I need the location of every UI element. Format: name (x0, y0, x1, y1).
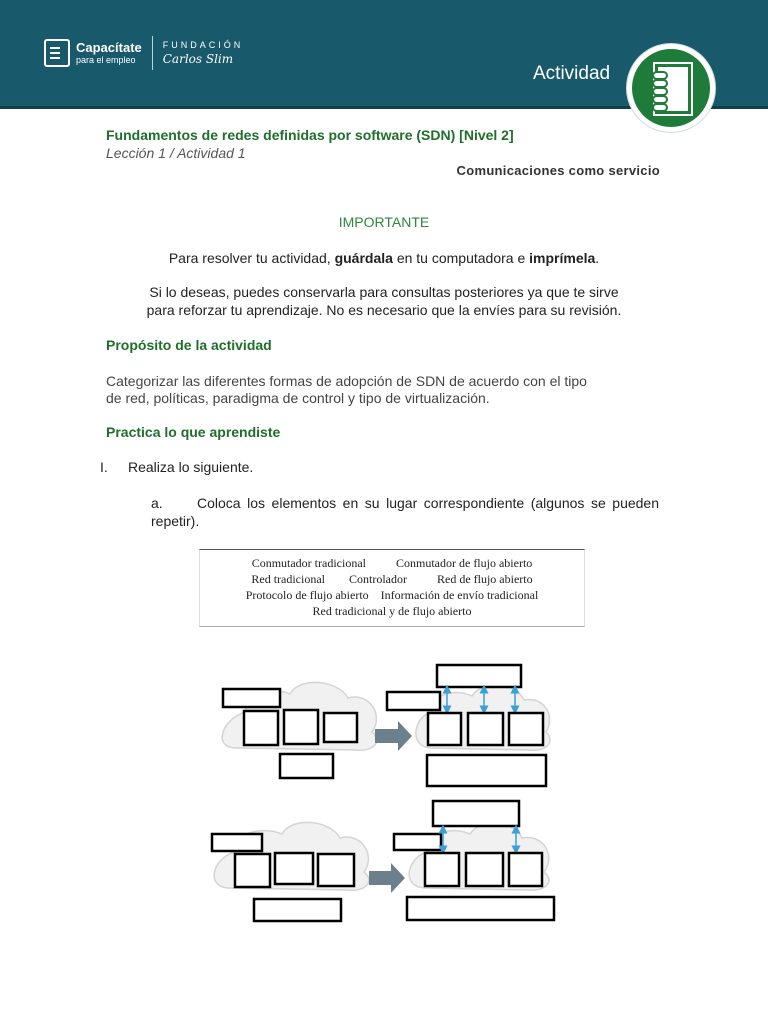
instruction-end: . (595, 250, 600, 266)
answer-blank[interactable] (433, 801, 519, 826)
answer-blank[interactable] (387, 692, 440, 710)
answer-blank[interactable] (212, 834, 262, 851)
answer-blank[interactable] (509, 853, 542, 886)
word-bank-line: Red tradicional Controlador Red de flujo abierto (251, 572, 533, 586)
answer-blank[interactable] (437, 665, 521, 687)
item-number: I. (100, 459, 108, 475)
answer-blank[interactable] (275, 853, 313, 884)
subject-label: Comunicaciones como servicio (456, 163, 660, 178)
subitem-text: Coloca los elementos en su lugar correspondiente (algunos se pueden repetir). (151, 495, 659, 529)
purpose-line-2: de red, políticas, paradigma de control y tipo de virtualización. (106, 390, 490, 406)
practice-heading: Practica lo que aprendiste (106, 424, 281, 440)
subitem-letter: a. (151, 495, 163, 511)
note-line-2: para reforzar tu aprendizaje. No es necesario que la envíes para su revisión. (146, 302, 622, 318)
logo-subtitle: para el empleo (76, 55, 136, 65)
answer-blank[interactable] (280, 754, 333, 778)
answer-blank[interactable] (284, 710, 318, 744)
note-line-1: Si lo deseas, puedes conservarla para consultas posteriores ya que te sirve (149, 284, 619, 300)
important-heading: IMPORTANTE (338, 214, 430, 230)
instruction-print: imprímela (529, 250, 596, 266)
purpose-line-1: Categorizar las diferentes formas de adopción de SDN de acuerdo con el tipo (106, 373, 587, 389)
answer-blank[interactable] (425, 853, 459, 886)
word-bank-line: Red tradicional y de flujo abierto (312, 604, 472, 618)
answer-blank[interactable] (468, 713, 503, 745)
foundation-label: FUNDACIÓN (162, 40, 244, 50)
course-title: Fundamentos de redes definidas por software (SDN) [Nivel 2] (106, 127, 514, 143)
answer-blank[interactable] (223, 689, 280, 707)
lesson-label: Lección 1 / Actividad 1 (106, 145, 246, 161)
answer-blank[interactable] (466, 853, 503, 886)
arrow-right-icon (375, 721, 412, 751)
instruction-mid: en tu computadora e (392, 250, 530, 266)
instruction-save: guárdala (334, 250, 393, 266)
word-bank-line: Protocolo de flujo abierto Información de envío tradicional (245, 588, 539, 602)
item-text: Realiza lo siguiente. (128, 459, 254, 475)
answer-blank[interactable] (407, 897, 554, 920)
answer-blank[interactable] (509, 713, 543, 745)
word-bank-line: Conmutador tradicional Conmutador de flujo abierto (251, 556, 533, 570)
instruction-pre: Para resolver tu actividad, (168, 250, 335, 266)
answer-blank[interactable] (318, 854, 354, 886)
purpose-heading: Propósito de la actividad (106, 337, 272, 353)
answer-blank[interactable] (254, 899, 341, 921)
logo-title: Capacítate (76, 40, 142, 55)
foundation-signature: Carlos Slim (162, 52, 234, 66)
answer-blank[interactable] (427, 755, 546, 786)
header-title: Actividad (533, 63, 611, 84)
answer-blank[interactable] (428, 713, 461, 745)
answer-blank[interactable] (235, 854, 270, 887)
answer-blank[interactable] (394, 834, 441, 850)
arrow-right-icon (369, 863, 405, 893)
answer-blank[interactable] (324, 713, 357, 742)
answer-blank[interactable] (244, 711, 278, 745)
